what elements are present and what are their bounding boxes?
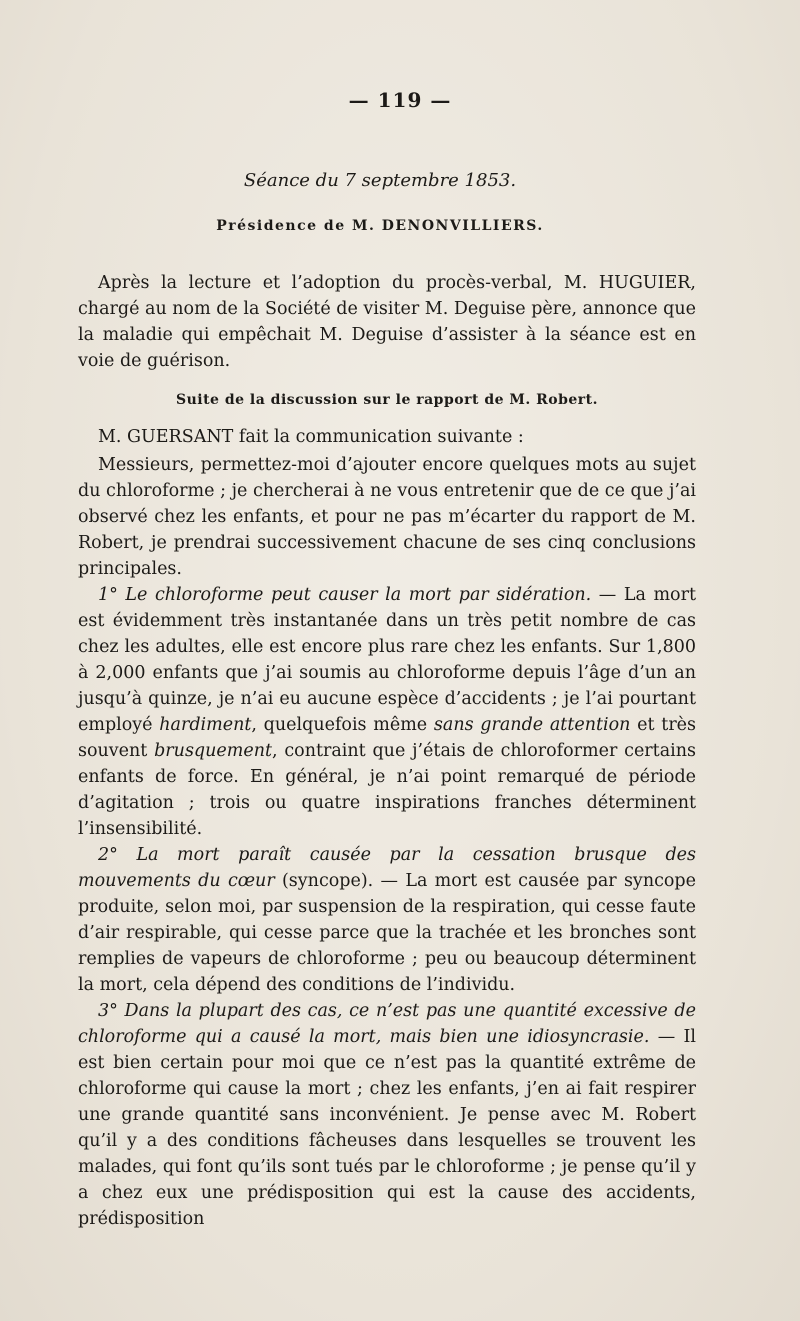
conclusion-2-text: (syncope). — La mort est causée par syncope produite, selon moi, par suspension de la respiration, qui cesse faute d’air respirable, qui cesse parce que la trachée et les bronches sont remplies de vapeurs de chloroforme ; peu ou beaucoup déterminent la mort, cela dépend des conditions de l’individu. [78,871,696,995]
conclusion-1-text-mid: , quelquefois même [251,715,434,735]
conclusion-item-3 [78,998,696,1232]
paragraph-messieurs: Messieurs, permettez-moi d’ajouter encore quelques mots au sujet du chloroforme ; je chercherai à ne vous entretenir que de ce que j’ai observé chez les enfants, et pour ne pas m’écarter du rapport de M. Robert, je prendrai successivement chacune de ses cinq conclusions principales. [78,455,696,579]
conclusion-1-lead: 1° Le chloroforme peut causer la mort par sidération. [98,585,592,605]
paragraph-text: M. GUERSANT fait la communication suivante : [98,427,524,447]
conclusion-item-1 [78,582,696,842]
page-number: — 119 — [348,88,452,112]
paragraph-adoption [78,270,696,374]
conclusion-1-text-tail: , contraint que j’étais de chloroformer certains enfants de force. En général, je n’ai point remarqué de période d’agitation ; trois ou quatre inspirations franches déterminent l’insensibilité. [78,741,696,839]
conclusion-1-emphasis-brusquement: brusquement [154,741,273,761]
conclusion-3-lead: 3° Dans la plupart des cas, ce n’est pas une quantité excessive de chloroforme qui a causé la mort, mais bien une idiosyncrasie. [78,1001,696,1047]
conclusion-1-text: — La mort est évidemment très instantanée dans un très petit nombre de cas chez les adultes, elle est encore plus rare chez les enfants. Sur 1,800 à 2,000 enfants que j’ai soumis au chloroforme depuis l’âge d’un an jusqu’à quinze, je n’ai eu aucune espèce d’accidents ; je l’ai pourtant employé [78,585,696,735]
paragraph-text: Après la lecture et l’adoption du procès-verbal, M. HUGUIER, chargé au nom de la Société de visiter M. Deguise père, annonce que la maladie qui empêchait M. Deguise d’assister à la séance est en voie de guérison. [78,273,696,371]
section-heading: Suite de la discussion sur le rapport de M. Robert. [175,392,599,408]
presidency-line: Présidence de M. DENONVILLIERS. [216,218,544,234]
communication-body [78,452,696,1232]
conclusion-item-2 [78,842,696,998]
session-title: Séance du 7 septembre 1853. [243,170,517,191]
paragraph-guersant-intro [78,424,696,450]
conclusion-1-text-mid2: et très souvent [78,715,697,761]
conclusion-2-lead: 2° La mort paraît causée par la cessation brusque des mouvements du cœur [78,845,696,891]
conclusion-1-emphasis-attention: sans grande attention [433,715,631,735]
conclusion-1-emphasis-hardiment: hardiment [159,715,252,735]
conclusion-3-text: — Il est bien certain pour moi que ce n’est pas la quantité extrême de chloroforme qui cause la mort ; chez les enfants, j’en ai fait respirer une grande quantité sans inconvénient. Je pense avec M. Robert qu’il y a des conditions fâcheuses dans lesquelles se trouvent les malades, qui font qu’ils sont tués par le chloroforme ; je pense qu’il y a chez eux une prédisposition qui est la cause des accidents, prédisposition [78,1027,696,1229]
